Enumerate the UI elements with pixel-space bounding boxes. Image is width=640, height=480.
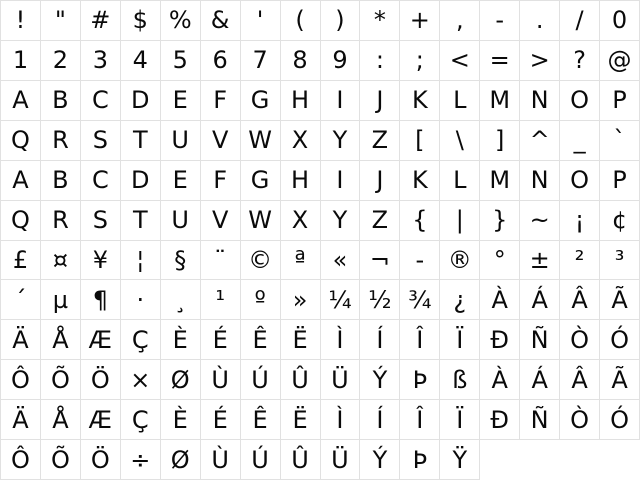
glyph-cell: ¡ [560, 201, 600, 241]
glyph-cell: Q [1, 121, 41, 161]
glyph-cell: F [201, 81, 241, 121]
glyph-cell: L [440, 161, 480, 201]
glyph-cell: O [560, 161, 600, 201]
glyph-cell: ¬ [360, 241, 400, 281]
glyph-cell: W [241, 121, 281, 161]
glyph-cell: Õ [41, 440, 81, 480]
glyph-cell: * [360, 1, 400, 41]
glyph-cell: ¼ [321, 280, 361, 320]
glyph-cell: Ë [281, 320, 321, 360]
glyph-cell: Ë [281, 400, 321, 440]
glyph-cell: ( [281, 1, 321, 41]
glyph-cell: Ï [440, 320, 480, 360]
glyph-cell: Ó [600, 320, 640, 360]
glyph-cell: ¨ [201, 241, 241, 281]
glyph-cell: µ [41, 280, 81, 320]
glyph-cell: £ [1, 241, 41, 281]
glyph-cell: ; [400, 41, 440, 81]
glyph-cell: + [400, 1, 440, 41]
glyph-cell: R [41, 121, 81, 161]
glyph-cell: 7 [241, 41, 281, 81]
glyph-cell: ' [241, 1, 281, 41]
glyph-cell: Z [360, 201, 400, 241]
glyph-cell: Ú [241, 360, 281, 400]
glyph-cell: I [321, 161, 361, 201]
glyph-cell: G [241, 81, 281, 121]
glyph-cell: ¸ [161, 280, 201, 320]
glyph-cell: X [281, 201, 321, 241]
glyph-cell: Á [520, 360, 560, 400]
glyph-cell: M [480, 81, 520, 121]
glyph-cell: Ì [321, 320, 361, 360]
glyph-cell: Ø [161, 440, 201, 480]
glyph-cell: À [480, 280, 520, 320]
glyph-cell: Ð [480, 320, 520, 360]
glyph-cell: / [560, 1, 600, 41]
glyph-cell: ® [440, 241, 480, 281]
glyph-cell: G [241, 161, 281, 201]
glyph-cell: Ñ [520, 400, 560, 440]
glyph-cell: ¾ [400, 280, 440, 320]
glyph-cell: Í [360, 400, 400, 440]
glyph-cell: N [520, 81, 560, 121]
glyph-cell: Ö [81, 360, 121, 400]
glyph-cell: & [201, 1, 241, 41]
glyph-cell: | [440, 201, 480, 241]
glyph-cell: P [600, 81, 640, 121]
glyph-cell: @ [600, 41, 640, 81]
glyph-cell: % [161, 1, 201, 41]
glyph-cell: P [600, 161, 640, 201]
glyph-cell: Þ [400, 440, 440, 480]
glyph-cell: ~ [520, 201, 560, 241]
glyph-cell: - [400, 241, 440, 281]
glyph-cell: Y [321, 121, 361, 161]
glyph-cell: ] [480, 121, 520, 161]
glyph-cell: Ã [600, 360, 640, 400]
glyph-cell: Û [281, 440, 321, 480]
glyph-cell: Å [41, 400, 81, 440]
glyph-cell: T [121, 121, 161, 161]
glyph-cell: 6 [201, 41, 241, 81]
glyph-cell: ¦ [121, 241, 161, 281]
glyph-cell: Î [400, 400, 440, 440]
glyph-cell: ? [560, 41, 600, 81]
glyph-cell: D [121, 81, 161, 121]
glyph-cell: ! [1, 1, 41, 41]
glyph-cell: 2 [41, 41, 81, 81]
glyph-cell: Æ [81, 400, 121, 440]
glyph-cell: Å [41, 320, 81, 360]
glyph-cell: E [161, 161, 201, 201]
glyph-cell: × [121, 360, 161, 400]
glyph-cell: ¿ [440, 280, 480, 320]
glyph-cell: « [321, 241, 361, 281]
glyph-cell: Ó [600, 400, 640, 440]
glyph-cell: Ý [360, 360, 400, 400]
glyph-cell: Z [360, 121, 400, 161]
glyph-cell: A [1, 81, 41, 121]
glyph-cell: Ä [1, 320, 41, 360]
glyph-cell: V [201, 201, 241, 241]
glyph-cell: ² [560, 241, 600, 281]
glyph-cell: Ê [241, 320, 281, 360]
glyph-cell: . [520, 1, 560, 41]
glyph-cell: ¢ [600, 201, 640, 241]
glyph-cell: Ü [321, 440, 361, 480]
glyph-cell: { [400, 201, 440, 241]
glyph-cell: Õ [41, 360, 81, 400]
glyph-cell: Ò [560, 400, 600, 440]
glyph-cell: V [201, 121, 241, 161]
glyph-cell: J [360, 161, 400, 201]
glyph-cell: < [440, 41, 480, 81]
glyph-cell: S [81, 201, 121, 241]
glyph-cell: Ñ [520, 320, 560, 360]
glyph-cell: » [281, 280, 321, 320]
glyph-cell: ³ [600, 241, 640, 281]
glyph-cell: Ô [1, 440, 41, 480]
glyph-cell: Q [1, 201, 41, 241]
glyph-cell: ¥ [81, 241, 121, 281]
glyph-cell: Ö [81, 440, 121, 480]
glyph-cell: Â [560, 360, 600, 400]
glyph-cell: Í [360, 320, 400, 360]
glyph-cell: S [81, 121, 121, 161]
glyph-cell: Ã [600, 280, 640, 320]
glyph-cell: J [360, 81, 400, 121]
glyph-cell: Þ [400, 360, 440, 400]
glyph-cell: > [520, 41, 560, 81]
glyph-cell: Ý [360, 440, 400, 480]
glyph-cell: ´ [1, 280, 41, 320]
glyph-cell: C [81, 81, 121, 121]
glyph-cell: 0 [600, 1, 640, 41]
glyph-cell: É [201, 320, 241, 360]
glyph-cell: U [161, 121, 201, 161]
glyph-cell: Ï [440, 400, 480, 440]
glyph-cell: I [321, 81, 361, 121]
glyph-cell: [ [400, 121, 440, 161]
glyph-cell: \ [440, 121, 480, 161]
glyph-cell: ^ [520, 121, 560, 161]
glyph-cell: 3 [81, 41, 121, 81]
glyph-cell: Æ [81, 320, 121, 360]
glyph-cell: " [41, 1, 81, 41]
glyph-cell: Á [520, 280, 560, 320]
glyph-cell: Ÿ [440, 440, 480, 480]
glyph-cell: 9 [321, 41, 361, 81]
glyph-cell: ÷ [121, 440, 161, 480]
glyph-cell: · [121, 280, 161, 320]
glyph-cell: Ò [560, 320, 600, 360]
glyph-cell: H [281, 81, 321, 121]
glyph-cell: ° [480, 241, 520, 281]
glyph-cell: N [520, 161, 560, 201]
glyph-cell: X [281, 121, 321, 161]
glyph-cell: Ç [121, 320, 161, 360]
glyph-cell: Ù [201, 440, 241, 480]
glyph-cell: B [41, 161, 81, 201]
glyph-cell: © [241, 241, 281, 281]
glyph-cell: # [81, 1, 121, 41]
glyph-cell: É [201, 400, 241, 440]
glyph-cell: } [480, 201, 520, 241]
glyph-cell: _ [560, 121, 600, 161]
glyph-cell: W [241, 201, 281, 241]
glyph-cell: U [161, 201, 201, 241]
glyph-cell: K [400, 81, 440, 121]
glyph-cell: K [400, 161, 440, 201]
glyph-cell: Ì [321, 400, 361, 440]
glyph-cell: Ê [241, 400, 281, 440]
glyph-cell: Ù [201, 360, 241, 400]
glyph-cell: 1 [1, 41, 41, 81]
glyph-cell: È [161, 320, 201, 360]
glyph-cell: 5 [161, 41, 201, 81]
glyph-cell: ß [440, 360, 480, 400]
glyph-cell: C [81, 161, 121, 201]
glyph-cell: È [161, 400, 201, 440]
glyph-cell: H [281, 161, 321, 201]
glyph-cell: Û [281, 360, 321, 400]
glyph-cell: - [480, 1, 520, 41]
glyph-cell: ª [281, 241, 321, 281]
glyph-cell: : [360, 41, 400, 81]
glyph-cell: Ä [1, 400, 41, 440]
glyph-cell: R [41, 201, 81, 241]
glyph-cell: Ç [121, 400, 161, 440]
glyph-cell: ¹ [201, 280, 241, 320]
glyph-cell: = [480, 41, 520, 81]
glyph-cell: O [560, 81, 600, 121]
glyph-cell: Ð [480, 400, 520, 440]
glyph-cell: ¤ [41, 241, 81, 281]
glyph-cell: 4 [121, 41, 161, 81]
glyph-cell: M [480, 161, 520, 201]
glyph-cell: Ú [241, 440, 281, 480]
glyph-cell: ` [600, 121, 640, 161]
glyph-cell: Ü [321, 360, 361, 400]
glyph-cell: ) [321, 1, 361, 41]
glyph-cell: B [41, 81, 81, 121]
glyph-cell: 8 [281, 41, 321, 81]
glyph-cell: L [440, 81, 480, 121]
glyph-cell: ¶ [81, 280, 121, 320]
glyph-cell: ½ [360, 280, 400, 320]
glyph-cell: A [1, 161, 41, 201]
glyph-cell: T [121, 201, 161, 241]
glyph-cell: ± [520, 241, 560, 281]
glyph-cell: Â [560, 280, 600, 320]
glyph-cell: E [161, 81, 201, 121]
glyph-cell: À [480, 360, 520, 400]
glyph-cell: , [440, 1, 480, 41]
glyph-cell: Ô [1, 360, 41, 400]
glyph-cell: F [201, 161, 241, 201]
glyph-cell: Î [400, 320, 440, 360]
glyph-cell: D [121, 161, 161, 201]
glyph-cell: $ [121, 1, 161, 41]
glyph-cell: § [161, 241, 201, 281]
glyph-cell: º [241, 280, 281, 320]
glyph-cell: Ø [161, 360, 201, 400]
glyph-cell: Y [321, 201, 361, 241]
